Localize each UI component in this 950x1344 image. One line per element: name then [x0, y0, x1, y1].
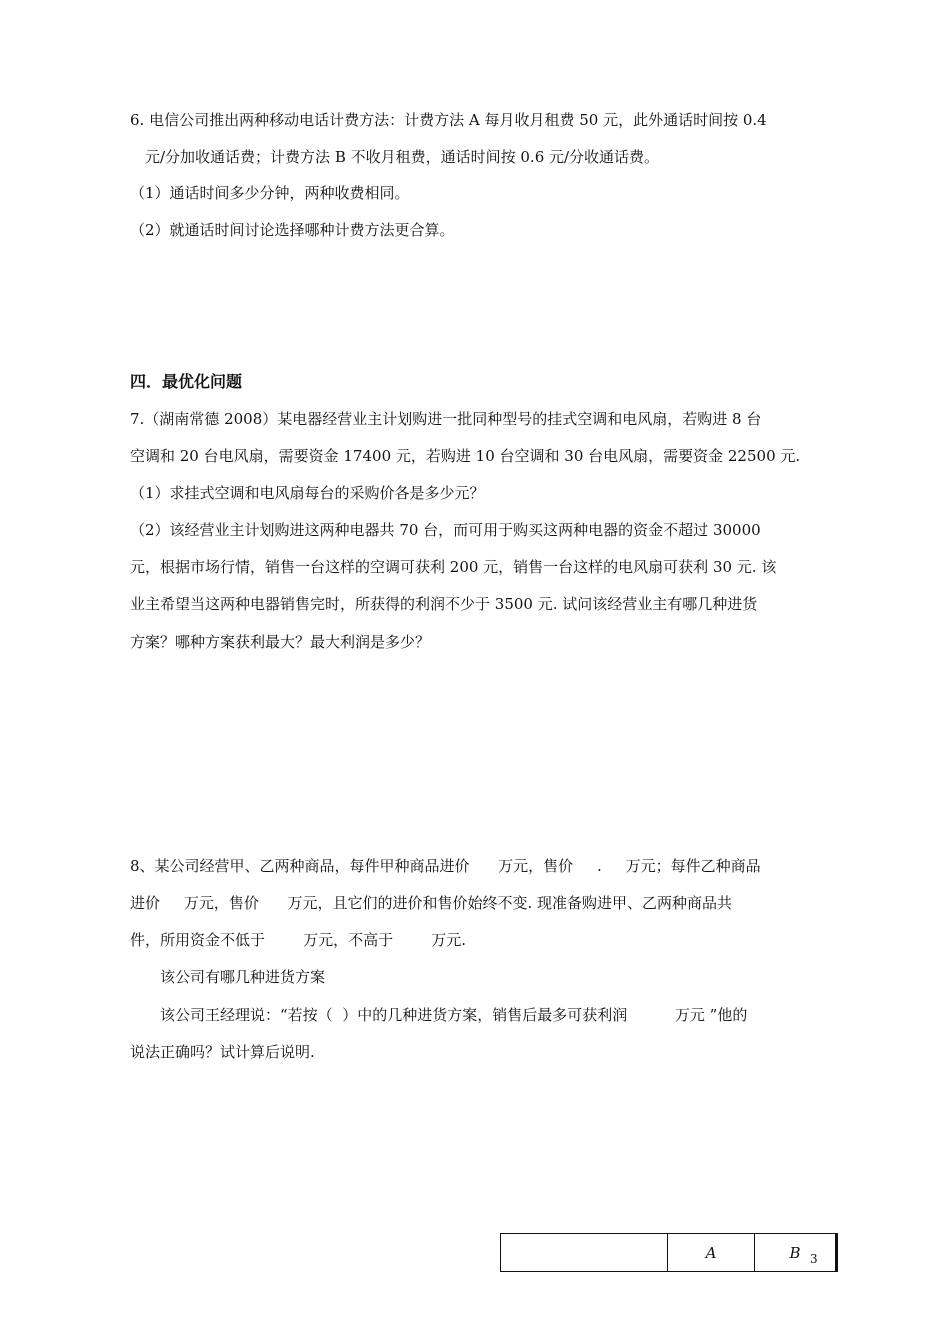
footer-table-right-rule [836, 1233, 838, 1271]
problem-7-question-2-line-2: 元，根据市场行情，销售一台这样的空调可获利 200 元，销售一台这样的电风扇可获利 30 元. 该 [130, 558, 777, 576]
problem-8-line-3: 件，所用资金不低于 万元，不高于 万元. [130, 931, 467, 949]
problem-7-question-1: （1）求挂式空调和电风扇每台的采购价各是多少元？ [130, 484, 485, 502]
problem-6-line-1: 6. 电信公司推出两种移动电话计费方法：计费方法 A 每月收月租费 50 元，此外通话时间按 0.4 [130, 111, 767, 129]
problem-7-question-2-line-4: 方案？哪种方案获利最大？最大利润是多少？ [130, 633, 431, 651]
section-heading: 四．最优化问题 [130, 372, 243, 391]
footer-table [500, 1233, 838, 1272]
problem-7-question-2-line-1: （2）该经营业主计划购进这两种电器共 70 台，而可用于购买这两种电器的资金不超过 30000 [130, 521, 761, 539]
problem-8-line-6: 说法正确吗？试计算后说明. [130, 1043, 315, 1061]
problem-8-line-5: 该公司王经理说：“若按（ ）中的几种进货方案，销售后最多可获利润 万元 ”他的 [160, 1006, 748, 1024]
problem-8-line-1: 8、某公司经营甲、乙两种商品，每件甲种商品进价 万元，售价 . 万元；每件乙种商品 [130, 857, 761, 875]
problem-6-question-1: （1）通话时间多少分钟，两种收费相同。 [130, 184, 410, 202]
problem-8-line-4: 该公司有哪几种进货方案 [160, 968, 326, 986]
problem-7-line-2: 空调和 20 台电风扇，需要资金 17400 元，若购进 10 台空调和 30 台电风扇，需要资金 22500 元. [130, 447, 801, 465]
problem-6-line-2: 元/分加收通话费；计费方法 B 不收月租费，通话时间按 0.6 元/分收通话费。 [145, 148, 660, 166]
problem-7-question-2-line-3: 业主希望当这两种电器销售完时，所获得的利润不少于 3500 元. 试问该经营业主有哪几种进货 [130, 595, 758, 613]
problem-8-line-2: 进价 万元，售价 万元，且它们的进价和售价始终不变. 现准备购进甲、乙两种商品共 [130, 894, 732, 912]
page-number: 3 [810, 1252, 818, 1266]
footer-table-cell-b: B [755, 1234, 836, 1271]
footer-table-cell-a: A [668, 1234, 755, 1271]
footer-table-blank-cell [501, 1234, 668, 1271]
problem-6-question-2: （2）就通话时间讨论选择哪种计费方法更合算。 [130, 221, 455, 239]
problem-7-line-1: 7.（湖南常德 2008）某电器经营业主计划购进一批同种型号的挂式空调和电风扇，若购进 8 台 [130, 410, 762, 428]
